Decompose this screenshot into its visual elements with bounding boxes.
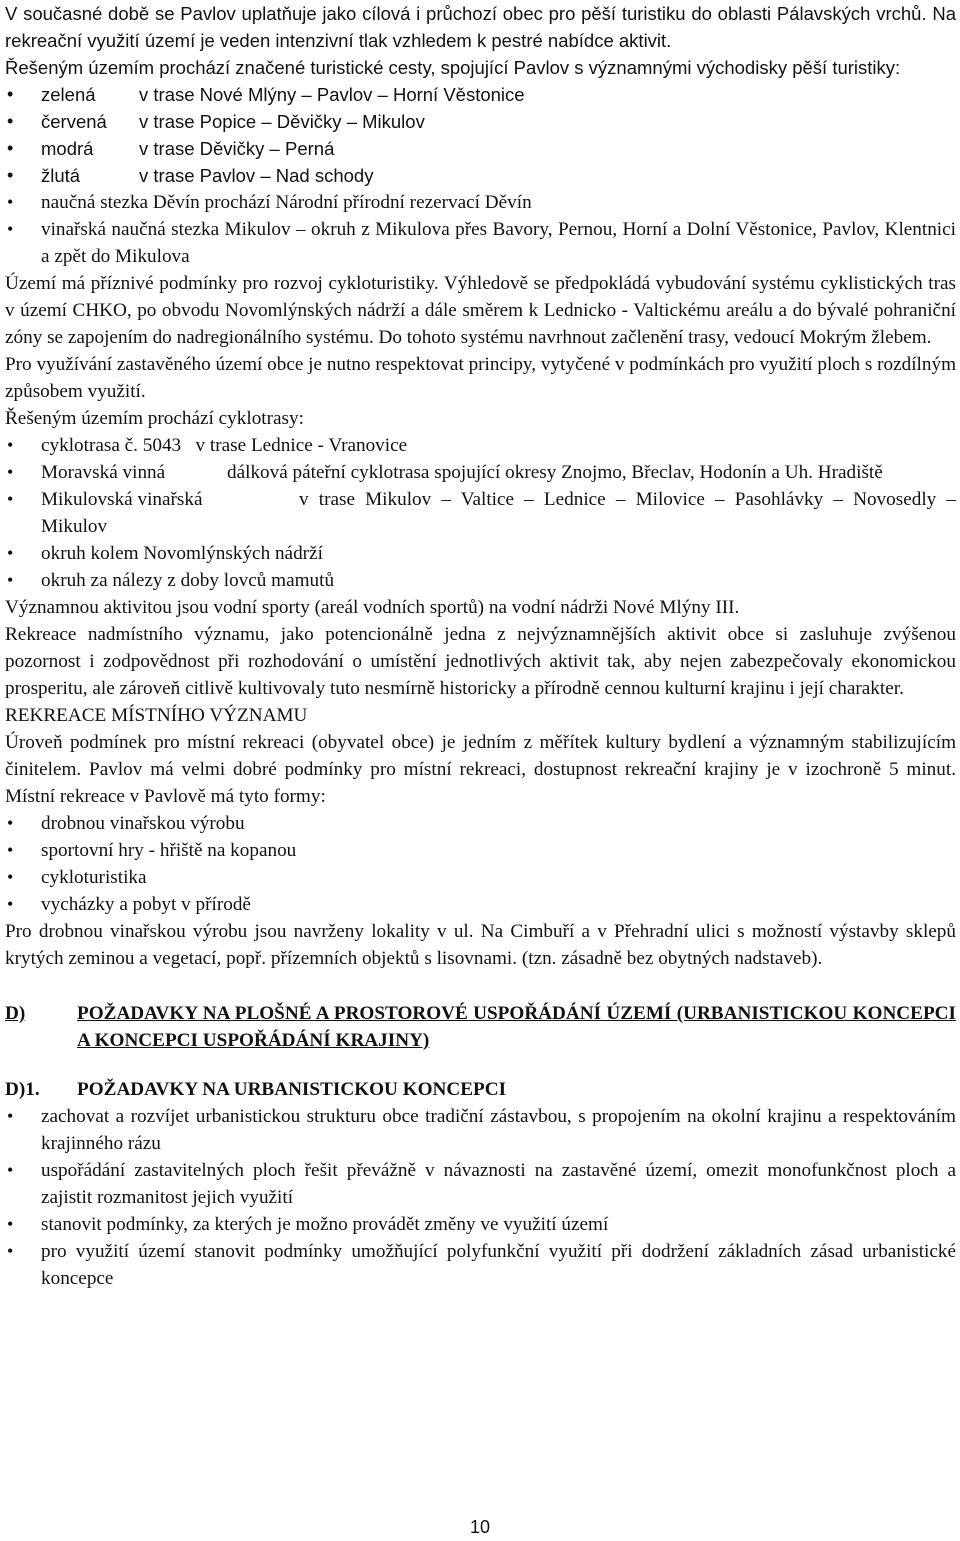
trails-other-list xyxy=(5,189,956,270)
section-d-heading xyxy=(5,1000,956,1054)
trails-intro: Řešeným územím prochází značené turistické cesty, spojující Pavlov s významnými východisky pěší turistiky: xyxy=(5,57,901,78)
cyclo-desc: v trase Lednice - Vranovice xyxy=(195,435,408,456)
cyclo-name: Moravská vinná xyxy=(41,462,166,483)
cyclo-desc: dálková páteřní cyklotrasa spojující okresy Znojmo, Břeclav, Hodonín a Uh. Hradiště xyxy=(227,462,883,483)
supra-local-paragraph: Rekreace nadmístního významu, jako potencionálně jedna z nejvýznamnějších aktivit obce si zasluhuje zvýšenou pozornost i zodpovědnost při rozhodování o umístění jednotlivých aktivit tak, aby nejen zabezpečovaly ekonomickou prosperitu, ale zároveň citlivě kultivovaly tuto nesmírně historicky a přírodně cennou kulturní krajinu i její charakter. xyxy=(5,624,956,699)
list-item xyxy=(5,459,956,486)
section-title: POŽADAVKY NA PLOŠNÉ A PROSTOROVÉ USPOŘÁDÁNÍ ÚZEMÍ (URBANISTICKOU KONCEPCI A KONCEPCI USPOŘÁDÁNÍ KRAJINY) xyxy=(77,1003,956,1051)
water-sports-paragraph: Významnou aktivitou jsou vodní sporty (areál vodních sportů) na vodní nádrži Nové Mlýny III. xyxy=(5,597,740,618)
trail-route: v trase Děvičky – Perná xyxy=(139,138,335,159)
local-heading: REKREACE MÍSTNÍHO VÝZNAMU xyxy=(5,705,308,726)
list-item: • vinařská naučná stezka Mikulov – okruh z Mikulova přes Bavory, Pernou, Horní a Dolní Věstonice, Pavlov, Klentnici a zpět do Mikulova xyxy=(5,216,956,270)
list-item: • zachovat a rozvíjet urbanistickou strukturu obce tradiční zástavbou, s propojením na okolní krajinu a respektováním krajinného rázu xyxy=(5,1103,956,1157)
wine-paragraph: Pro drobnou vinařskou výrobu jsou navrženy lokality v ul. Na Cimbuří a v Přehradní ulici s možností výstavby sklepů krytých zeminou a vegetací, popř. přízemních objektů s lisovnami. (tzn. zásadně bez obytných nadstaveb). xyxy=(5,921,956,969)
list-item xyxy=(5,162,956,189)
list-item xyxy=(5,486,956,540)
list-item xyxy=(5,108,956,135)
cyclo-name: Mikulovská vinařská xyxy=(41,489,203,510)
local-forms-list xyxy=(5,810,956,918)
list-item xyxy=(5,135,956,162)
trail-color: žlutá xyxy=(41,165,81,186)
list-item xyxy=(5,567,956,594)
trail-route: v trase Popice – Děvičky – Mikulov xyxy=(139,111,425,132)
list-item xyxy=(5,540,956,567)
intro-paragraph: V současné době se Pavlov uplatňuje jako cílová i průchozí obec pro pěší turistiku do oblasti Pálavských vrchů. Na rekreační využití území je veden intenzivní tlak vzhledem k pestré nabídce aktivit. xyxy=(5,3,956,51)
d1-list xyxy=(5,1103,956,1292)
document-page xyxy=(5,0,956,1292)
list-item: • vycházky a pobyt v přírodě xyxy=(5,891,956,918)
section-title: POŽADAVKY NA URBANISTICKOU KONCEPCI xyxy=(77,1079,507,1100)
cyclo-name: okruh kolem Novomlýnských nádrží xyxy=(41,543,323,564)
cyclo-list xyxy=(5,432,956,594)
trail-route: v trase Pavlov – Nad schody xyxy=(139,165,374,186)
list-item: • uspořádání zastavitelných ploch řešit převážně v návaznosti na zastavěné území, omezit monofunkčnost ploch a zajistit rozmanitost jejich využití xyxy=(5,1157,956,1211)
list-item xyxy=(5,81,956,108)
local-paragraph: Úroveň podmínek pro místní rekreaci (obyvatel obce) je jedním z měřítek kultury bydlení a významným stabilizujícím činitelem. Pavlov má velmi dobré podmínky pro místní rekreaci, dostupnost rekreační krajiny je v izochroně 5 minut. Místní rekreace v Pavlově má tyto formy: xyxy=(5,732,956,807)
list-item: • naučná stezka Děvín prochází Národní přírodní rezervací Děvín xyxy=(5,189,956,216)
list-item xyxy=(5,432,956,459)
trail-color: modrá xyxy=(41,138,94,159)
list-item: • pro využití území stanovit podmínky umožňující polyfunkční využití při dodržení základních zásad urbanistické koncepce xyxy=(5,1238,956,1292)
list-item: • sportovní hry - hřiště na kopanou xyxy=(5,837,956,864)
cyclo-intro: Řešeným územím prochází cyklotrasy: xyxy=(5,408,304,429)
section-number: D) xyxy=(5,1003,26,1024)
page-number: 10 xyxy=(469,1517,491,1537)
trail-route: v trase Nové Mlýny – Pavlov – Horní Věstonice xyxy=(139,84,525,105)
list-item: • cykloturistika xyxy=(5,864,956,891)
list-item: • stanovit podmínky, za kterých je možno provádět změny ve využití území xyxy=(5,1211,956,1238)
list-item: • drobnou vinařskou výrobu xyxy=(5,810,956,837)
cyclo-name: okruh za nálezy z doby lovců mamutů xyxy=(41,570,335,591)
section-d1-heading xyxy=(5,1076,956,1103)
trail-color: zelená xyxy=(41,84,96,105)
trails-list xyxy=(5,81,956,189)
cycling-paragraph: Území má příznivé podmínky pro rozvoj cykloturistiky. Výhledově se předpokládá vybudování systému cyklistických tras v území CHKO, po obvodu Novomlýnských nádrží a dále směrem k Lednicko - Valtickému areálu a do bývalé pohraniční zóny se zapojením do nadregionálního systému. Do tohoto systému navrhnout začlenění trasy, vedoucí Mokrým žlebem. xyxy=(5,273,956,348)
trail-color: červená xyxy=(41,111,107,132)
principles-paragraph: Pro využívání zastavěného území obce je nutno respektovat principy, vytyčené v podmínkách pro využití ploch s rozdílným způsobem využití. xyxy=(5,354,956,402)
cyclo-desc: v trase Mikulov – Valtice – Lednice – Milovice – Pasohlávky – Novosedly – Mikulov xyxy=(41,489,956,537)
section-number: D)1. xyxy=(5,1079,40,1100)
cyclo-name: cyklotrasa č. 5043 xyxy=(41,435,182,456)
